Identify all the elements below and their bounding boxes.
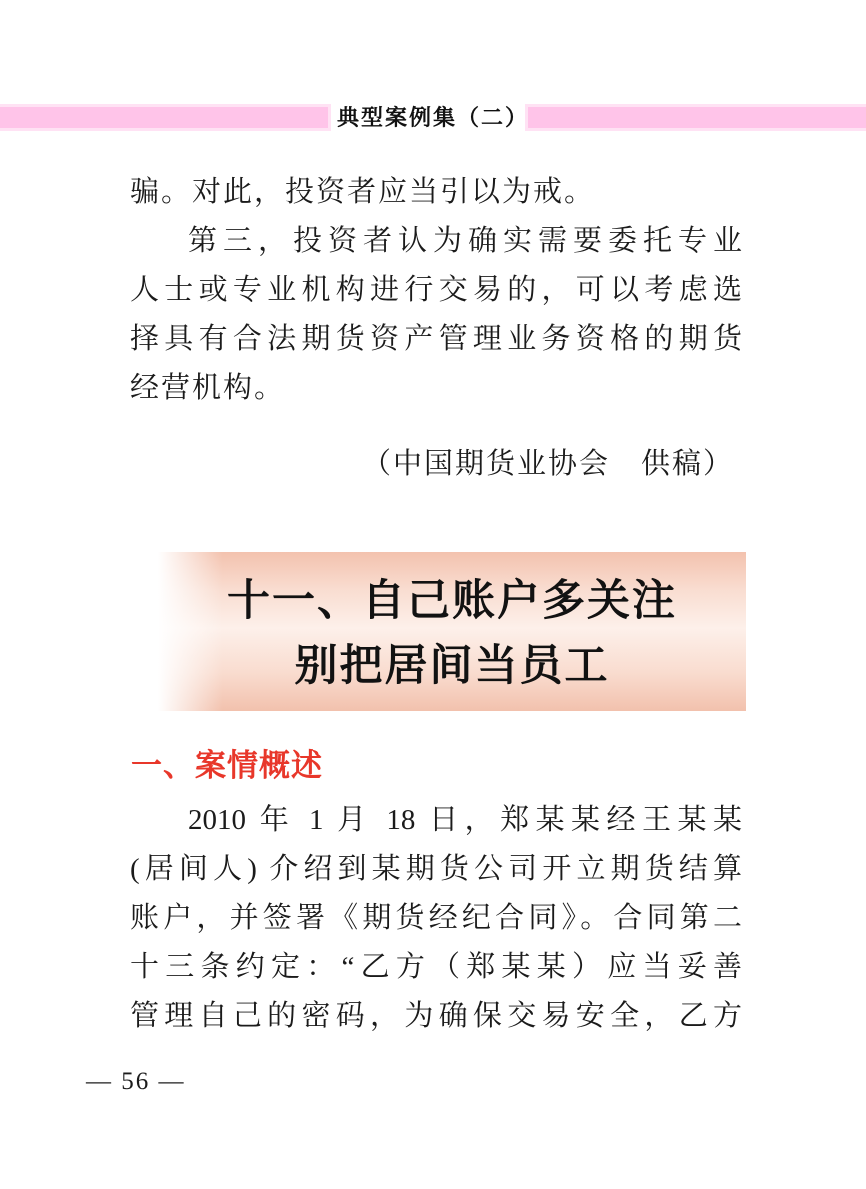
text-line: 2010 年 1 月 18 日，郑某某经王某某	[188, 804, 742, 836]
text-line: 管理自己的密码，为确保交易安全，乙方	[130, 1000, 742, 1032]
text-line: 十三条约定：“乙方（郑某某）应当妥善	[130, 951, 742, 983]
text-line: 账户，并签署《期货经纪合同》。合同第二	[130, 902, 742, 934]
text-line: 人士或专业机构进行交易的，可以考虑选	[130, 274, 742, 306]
chapter-title-line2: 别把居间当员工	[294, 643, 610, 690]
page-number: — 56 —	[86, 1068, 186, 1095]
chapter-title-line1: 十一、自己账户多关注	[227, 578, 677, 625]
text-line: 第三，投资者认为确实需要委托专业	[188, 225, 742, 257]
paragraph-case-summary	[130, 796, 742, 1041]
section-heading: 一、案情概述	[131, 748, 323, 783]
text-line: 经营机构。	[130, 372, 286, 404]
attribution-line: （中国期货业协会 供稿）	[361, 448, 734, 480]
text-line: 择具有合法期货资产管理业务资格的期货	[130, 323, 742, 355]
chapter-title-banner	[158, 552, 746, 711]
running-head-title: 典型案例集（二）	[336, 105, 529, 130]
text-line: 骗。对此，投资者应当引以为戒。	[130, 176, 596, 208]
paragraph-conclusion	[130, 168, 742, 413]
text-line: (居间人) 介绍到某期货公司开立期货结算	[130, 853, 742, 885]
